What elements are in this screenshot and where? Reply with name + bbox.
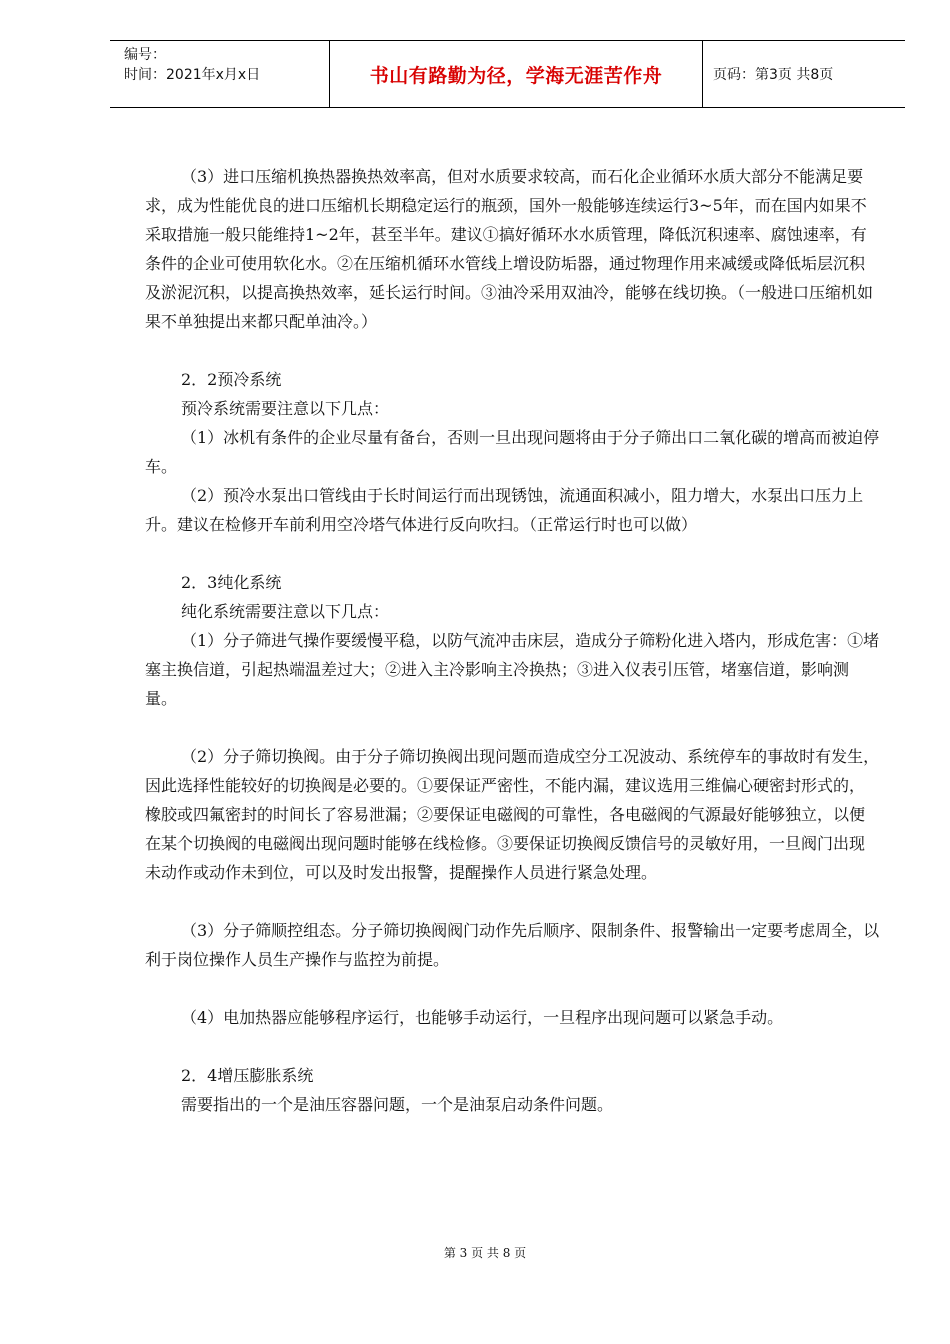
paragraph-precooling-intro: 预冷系统需要注意以下几点： [181,399,390,418]
time-label: 时间：2021年x月x日 [124,67,261,83]
section-heading-purification: 2．3纯化系统 [181,573,282,592]
document-body [145,162,880,1119]
number-label: 编号： [124,47,166,63]
paragraph-purification-2: （2）分子筛切换阀。由于分子筛切换阀出现问题而造成空分工况波动、系统停车的事故时有发生，因此选择性能较好的切换阀是必要的。①要保证严密性，不能内漏，建议选用三维偏心硬密封形式的，橡胶或四氟密封的时间长了容易泄漏；②要保证电磁阀的可靠性，各电磁阀的气源最好能够独立，以便在某个切换阀的电磁阀出现问题时能够在线检修。③要保证切换阀反馈信号的灵敏好用，一旦阀门出现未动作或动作未到位，可以及时发出报警，提醒操作人员进行紧急处理。 [145,747,880,882]
paragraph-compressor: （3）进口压缩机换热器换热效率高，但对水质要求较高，而石化企业循环水质大部分不能满足要求，成为性能优良的进口压缩机长期稳定运行的瓶颈，国外一般能够连续运行3~5年，而在国内如果不采取措施一般只能维持1~2年，甚至半年。建议①搞好循环水水质管理，降低沉积速率、腐蚀速率，有条件的企业可使用软化水。②在压缩机循环水管线上增设防垢器，通过物理作用来减缓或降低垢层沉积及淤泥沉积，以提高换热效率，延长运行时间。③油冷采用双油冷，能够在线切换。（一般进口压缩机如果不单独提出来都只配单油冷。） [145,167,874,331]
paragraph-purification-intro: 纯化系统需要注意以下几点： [181,602,390,621]
paragraph-purification-1: （1）分子筛进气操作要缓慢平稳，以防气流冲击床层，造成分子筛粉化进入塔内，形成危害：①堵塞主换信道，引起热端温差过大；②进入主冷影响主冷换热；③进入仪表引压管，堵塞信道，影响测量。 [145,631,880,708]
header-meta [110,41,330,108]
paragraph-purification-3: （3）分子筛顺控组态。分子筛切换阀阀门动作先后顺序、限制条件、报警输出一定要考虑周全，以利于岗位操作人员生产操作与监控为前提。 [145,921,880,969]
paragraph-precooling-1: （1）冰机有条件的企业尽量有备台，否则一旦出现问题将由于分子筛出口二氧化碳的增高而被迫停车。 [145,428,880,476]
section-heading-precooling: 2．2预冷系统 [181,370,282,389]
paragraph-precooling-2: （2）预冷水泵出口管线由于长时间运行而出现锈蚀，流通面积减小，阻力增大，水泵出口压力上升。建议在检修开车前利用空冷塔气体进行反向吹扫。（正常运行时也可以做） [145,486,864,534]
header-table [110,40,905,108]
header-page-label: 页码：第3页 共8页 [703,41,906,108]
section-heading-booster: 2．4增压膨胀系统 [181,1066,314,1085]
paragraph-booster-intro: 需要指出的一个是油压容器问题，一个是油泵启动条件问题。 [181,1095,614,1114]
paragraph-purification-4: （4）电加热器应能够程序运行，也能够手动运行，一旦程序出现问题可以紧急手动。 [181,1008,784,1027]
header-motto: 书山有路勤为径，学海无涯苦作舟 [330,41,703,108]
page-footer: 第 3 页 共 8 页 [443,1246,527,1260]
